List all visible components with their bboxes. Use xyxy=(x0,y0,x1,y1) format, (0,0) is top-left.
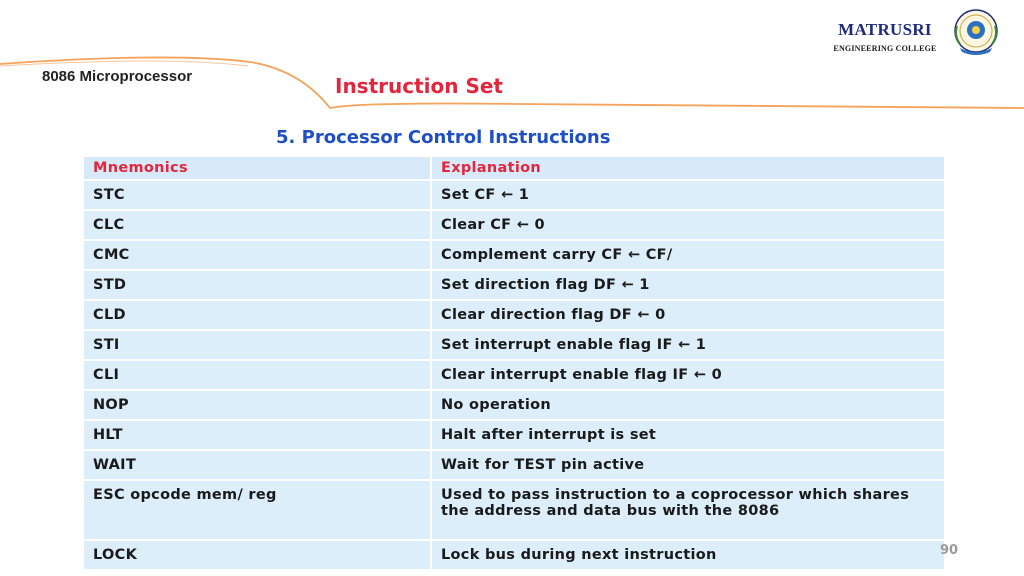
explanation-cell: Used to pass instruction to a coprocessor which shares the address and data bus with the 8086 xyxy=(432,481,944,539)
table-row xyxy=(84,391,944,419)
mnemonic-cell: STD xyxy=(84,271,430,299)
mnemonic-cell: STI xyxy=(84,331,430,359)
table-header-row xyxy=(84,157,944,179)
table-row xyxy=(84,211,944,239)
mnemonic-cell: NOP xyxy=(84,391,430,419)
table-row xyxy=(84,481,944,539)
explanation-cell: Set interrupt enable flag IF ← 1 xyxy=(432,331,944,359)
mnemonic-cell: LOCK xyxy=(84,541,430,569)
mnemonic-cell: CMC xyxy=(84,241,430,269)
mnemonic-cell: CLD xyxy=(84,301,430,329)
explanation-cell: Complement carry CF ← CF/ xyxy=(432,241,944,269)
explanation-cell: Wait for TEST pin active xyxy=(432,451,944,479)
table-row xyxy=(84,541,944,569)
table-row xyxy=(84,271,944,299)
table-row xyxy=(84,181,944,209)
college-emblem-icon xyxy=(952,8,1000,58)
explanation-cell: No operation xyxy=(432,391,944,419)
section-title: 5. Processor Control Instructions xyxy=(276,127,611,148)
explanation-cell: Clear interrupt enable flag IF ← 0 xyxy=(432,361,944,389)
header-explanation: Explanation xyxy=(432,157,944,179)
table-row xyxy=(84,331,944,359)
explanation-cell: Halt after interrupt is set xyxy=(432,421,944,449)
table-row xyxy=(84,361,944,389)
mnemonic-cell: STC xyxy=(84,181,430,209)
mnemonic-cell: CLC xyxy=(84,211,430,239)
mnemonic-cell: WAIT xyxy=(84,451,430,479)
subject-title: 8086 Microprocessor xyxy=(42,68,193,85)
page-number: 90 xyxy=(940,543,959,558)
table-row xyxy=(84,451,944,479)
college-logo-text xyxy=(820,20,950,53)
slide-title: Instruction Set xyxy=(335,74,503,98)
table-row xyxy=(84,301,944,329)
mnemonic-cell: ESC opcode mem/ reg xyxy=(84,481,430,539)
college-name: MATRUSRI xyxy=(838,20,932,39)
mnemonic-cell: CLI xyxy=(84,361,430,389)
instruction-table xyxy=(84,157,944,571)
college-subtitle: ENGINEERING COLLEGE xyxy=(833,44,937,53)
explanation-cell: Lock bus during next instruction xyxy=(432,541,944,569)
table-row xyxy=(84,241,944,269)
explanation-cell: Clear direction flag DF ← 0 xyxy=(432,301,944,329)
explanation-cell: Clear CF ← 0 xyxy=(432,211,944,239)
header-mnemonics: Mnemonics xyxy=(84,157,430,179)
mnemonic-cell: HLT xyxy=(84,421,430,449)
explanation-cell: Set direction flag DF ← 1 xyxy=(432,271,944,299)
table-row xyxy=(84,421,944,449)
explanation-cell: Set CF ← 1 xyxy=(432,181,944,209)
